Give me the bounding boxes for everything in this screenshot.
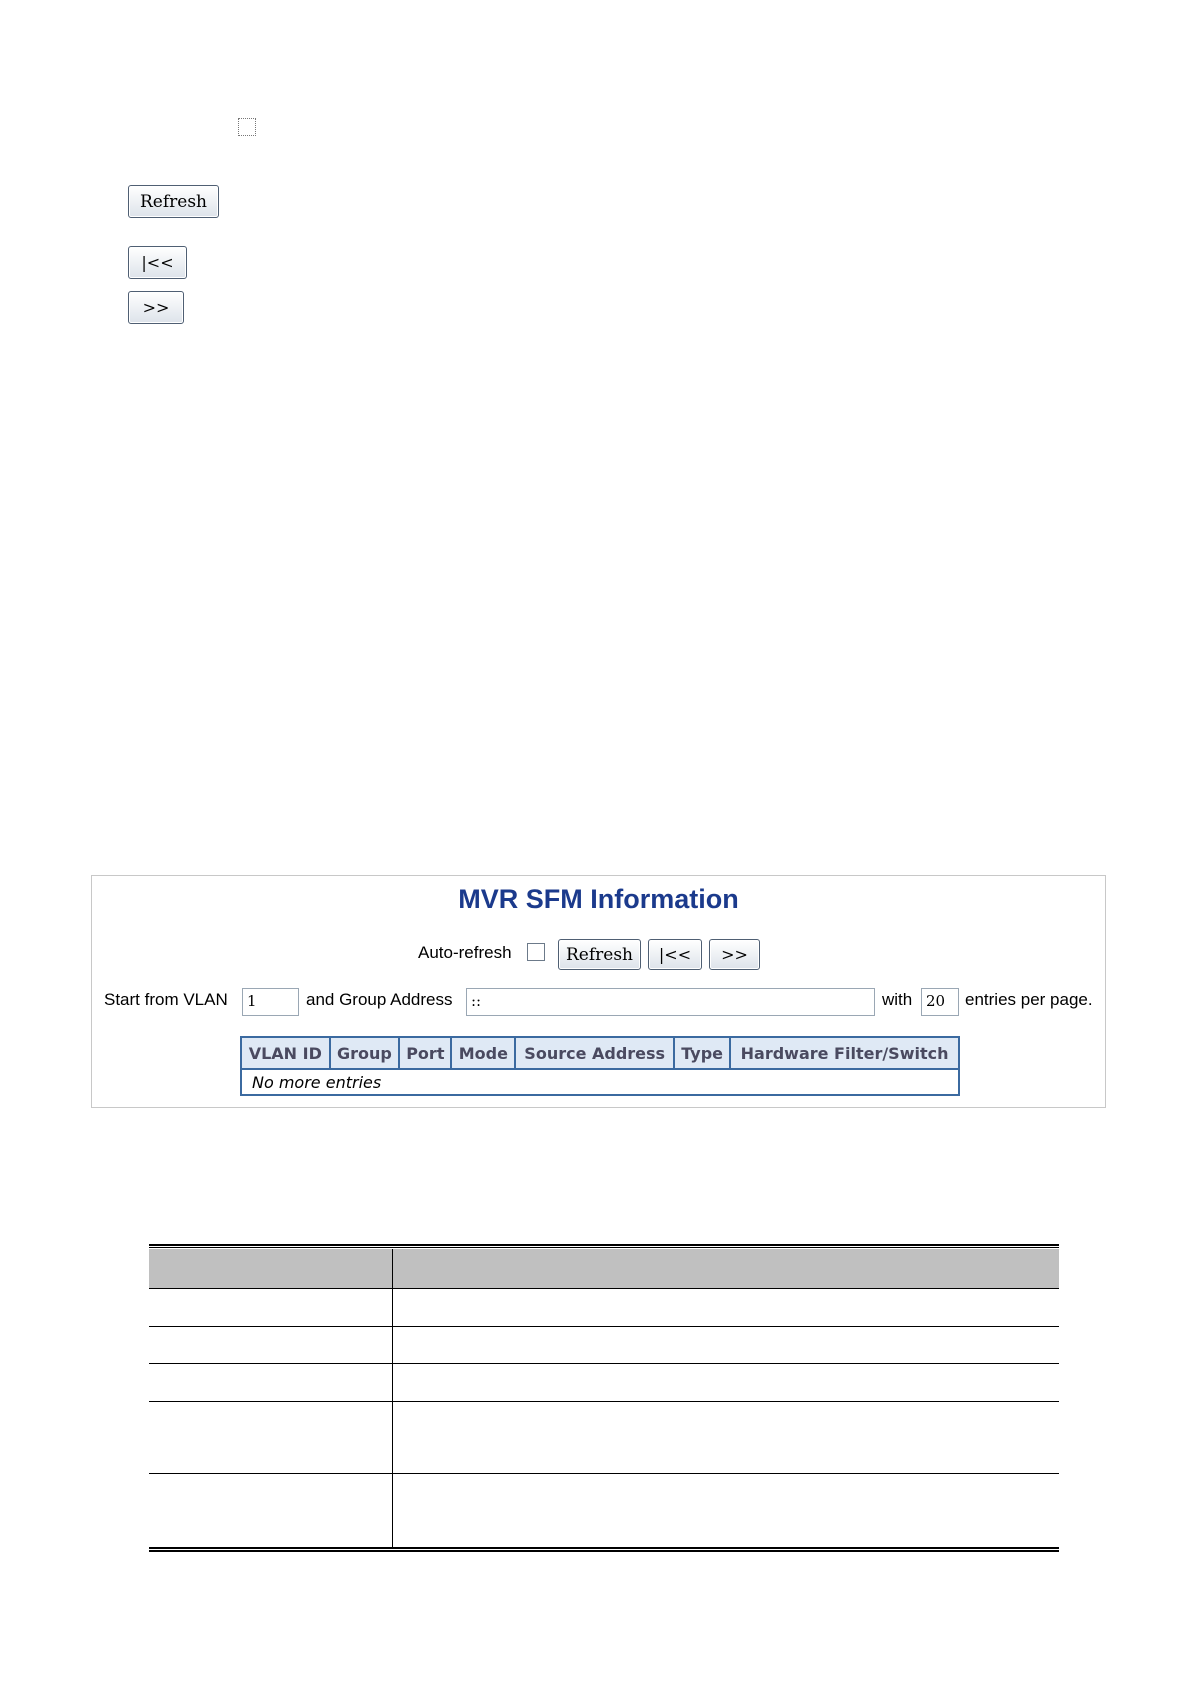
- auto-refresh-label: Auto-refresh: [418, 943, 512, 962]
- col-hardware-filter-switch: Hardware Filter/Switch: [730, 1037, 959, 1069]
- col-group: Group: [330, 1037, 400, 1069]
- col-port: Port: [399, 1037, 451, 1069]
- group-address-input[interactable]: ::: [466, 988, 875, 1016]
- entries-per-page-label: entries per page.: [965, 990, 1093, 1009]
- start-from-vlan-label: Start from VLAN: [104, 990, 228, 1009]
- first-page-button[interactable]: |<<: [128, 246, 187, 279]
- row-divider: [149, 1363, 1059, 1364]
- row-divider: [149, 1326, 1059, 1327]
- col-mode: Mode: [451, 1037, 515, 1069]
- panel-first-page-button[interactable]: |<<: [648, 939, 702, 970]
- page-title: MVR SFM Information: [458, 884, 739, 914]
- empty-message: No more entries: [252, 1072, 382, 1092]
- table-header-row: [241, 1037, 959, 1069]
- column-divider: [392, 1249, 393, 1549]
- sfm-table: [240, 1036, 960, 1096]
- auto-refresh-checkbox[interactable]: [238, 118, 256, 136]
- table-top-border: [149, 1244, 1059, 1248]
- col-vlan-id: VLAN ID: [241, 1037, 330, 1069]
- panel-refresh-button[interactable]: Refresh: [558, 939, 641, 970]
- entries-per-page-input[interactable]: 20: [921, 988, 959, 1016]
- table-bottom-border: [149, 1547, 1059, 1552]
- next-page-button[interactable]: >>: [128, 291, 184, 324]
- panel-next-page-button[interactable]: >>: [709, 939, 760, 970]
- mvr-sfm-panel: [91, 875, 1106, 1108]
- refresh-button[interactable]: Refresh: [128, 185, 219, 218]
- vlan-input[interactable]: 1: [242, 988, 299, 1016]
- auto-refresh-checkbox-panel[interactable]: [527, 943, 545, 961]
- col-type: Type: [674, 1037, 730, 1069]
- row-divider: [149, 1473, 1059, 1474]
- row-divider: [149, 1401, 1059, 1402]
- col-source-address: Source Address: [515, 1037, 674, 1069]
- group-address-label: and Group Address: [306, 990, 453, 1009]
- with-label: with: [882, 990, 913, 1009]
- description-table-header: [149, 1249, 1059, 1289]
- table-row: [241, 1069, 959, 1095]
